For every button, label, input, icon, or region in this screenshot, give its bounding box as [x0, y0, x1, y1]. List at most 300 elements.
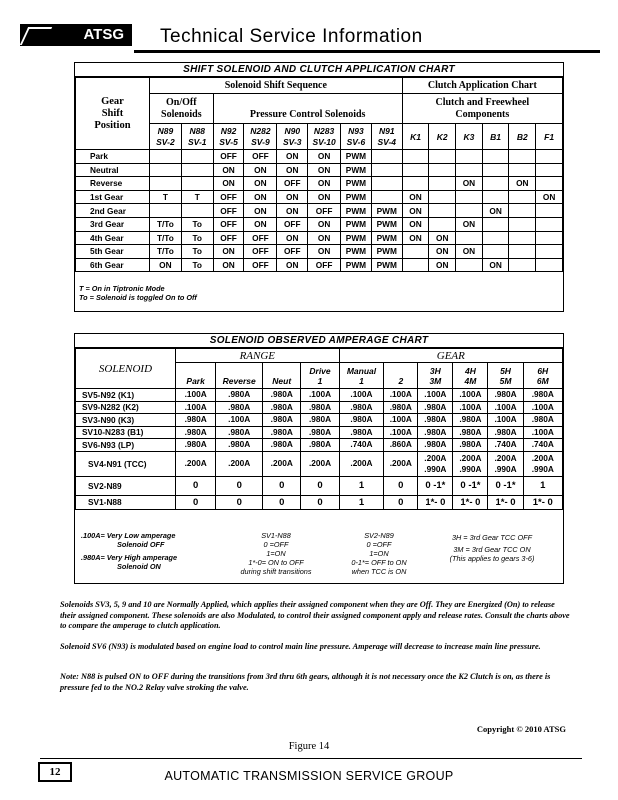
- amp-value-cell: .980A: [453, 414, 488, 427]
- shift-cell: [509, 217, 536, 231]
- gear-label-cell: Reverse: [76, 177, 150, 191]
- amp-value-cell: 1*- 0: [488, 495, 523, 509]
- sol-col-line: SV-6: [346, 136, 366, 147]
- shift-table-row: [76, 217, 563, 231]
- amp-solenoid-cell: SV2-N89: [76, 476, 176, 495]
- sol-col-line: SV-2: [156, 136, 175, 147]
- amp-value-cell: .200A: [263, 451, 301, 476]
- sol-col-header: [371, 124, 402, 150]
- amp-value-cell: 0: [175, 495, 215, 509]
- shift-cell: [181, 177, 213, 191]
- copyright: Copyright © 2010 ATSG: [476, 724, 566, 734]
- shift-cell: [402, 163, 429, 177]
- shift-cell: [509, 190, 536, 204]
- shift-cell: [509, 231, 536, 245]
- amp-table-row: [76, 414, 563, 427]
- amp-value-cell: .100A: [175, 401, 215, 414]
- shift-cell: OFF: [277, 177, 308, 191]
- shift-cell: ON: [244, 190, 277, 204]
- shift-cell: ON: [244, 217, 277, 231]
- amp-table-row: [76, 476, 563, 495]
- solenoid-shift-sequence-header: Solenoid Shift Sequence: [149, 78, 402, 94]
- amp-col-line: 1: [359, 375, 364, 386]
- amp-value-cell: 0: [216, 495, 263, 509]
- shift-cell: [536, 204, 563, 218]
- shift-cell: ON: [456, 217, 483, 231]
- amp-col-line: Park: [186, 376, 205, 386]
- shift-cell: PWM: [371, 231, 402, 245]
- shift-cell: [536, 231, 563, 245]
- shift-cell: [456, 150, 483, 164]
- sol-col-header: [213, 124, 244, 150]
- amp-col-line: 1: [317, 375, 323, 386]
- header-rule: [134, 50, 600, 53]
- legend-sv2-off: 0 =OFF: [366, 540, 392, 549]
- sol-col-line: N283: [313, 125, 335, 136]
- clutch-freewheel-header: [402, 94, 562, 124]
- range-header: RANGE: [175, 349, 339, 363]
- shift-cell: ON: [308, 190, 341, 204]
- amp-col-header: [453, 363, 488, 389]
- shift-cell: [536, 163, 563, 177]
- amp-value-cell: .980A: [175, 439, 215, 452]
- amp-value-cell: 1: [339, 495, 384, 509]
- shift-cell: [456, 190, 483, 204]
- amperage-chart: [74, 333, 564, 584]
- amp-value-cell: .100A: [384, 389, 418, 402]
- shift-cell: [371, 190, 402, 204]
- shift-cell: ON: [277, 190, 308, 204]
- amp-value-cell: .740A: [339, 439, 384, 452]
- paragraph-sv6: Solenoid SV6 (N93) is modulated based on engine load to control main line pressure. Amperage will decrease to increase main line pressure.: [60, 642, 541, 651]
- amp-value-cell: 0: [384, 495, 418, 509]
- amp-col-line: 3M: [429, 375, 442, 386]
- amp-value-cell: .980A: [301, 426, 339, 439]
- amp-value-cell: .200A: [175, 451, 215, 476]
- shift-cell: [181, 204, 213, 218]
- sol-col-line: N90: [284, 125, 301, 136]
- amp-value-cell: 0 -1*: [453, 476, 488, 495]
- shift-cell: PWM: [341, 258, 372, 272]
- amp-value-cell: .980A: [384, 401, 418, 414]
- shift-cell: PWM: [371, 204, 402, 218]
- shift-cell: [482, 190, 509, 204]
- sol-col-line: SV-5: [219, 136, 238, 147]
- clutch-col-header: B1: [482, 124, 509, 150]
- sol-col-line: SV-1: [187, 136, 207, 147]
- shift-cell: ON: [456, 177, 483, 191]
- shift-cell: ON: [482, 204, 509, 218]
- shift-cell: ON: [402, 231, 429, 245]
- shift-cell: ON: [308, 231, 341, 245]
- shift-cell: OFF: [277, 217, 308, 231]
- shift-cell: ON: [213, 177, 244, 191]
- shift-cell: [402, 150, 429, 164]
- shift-cell: ON: [308, 245, 341, 259]
- shift-cell: PWM: [341, 217, 372, 231]
- clutch-col-header: K3: [456, 124, 483, 150]
- shift-cell: ON: [277, 163, 308, 177]
- amp-col-header: [418, 363, 453, 389]
- amp-value-cell: .200A: [301, 451, 339, 476]
- amp-value-cell: .860A: [384, 439, 418, 452]
- amp-value-cell: .200A .990A: [523, 451, 562, 476]
- shift-cell: [456, 258, 483, 272]
- shift-cell: ON: [308, 163, 341, 177]
- shift-cell: [509, 204, 536, 218]
- legend-sv1-on: 1=ON: [266, 549, 286, 558]
- legend-high-sub: Solenoid ON: [117, 562, 161, 571]
- shift-cell: ON: [509, 177, 536, 191]
- pressure-control-header: Pressure Control Solenoids: [213, 94, 402, 124]
- sol-col-header: [149, 124, 181, 150]
- amp-value-cell: .980A: [453, 439, 488, 452]
- clutch-col-header: B2: [509, 124, 536, 150]
- gear-label-cell: 6th Gear: [76, 258, 150, 272]
- amp-value-cell: .980A: [418, 401, 453, 414]
- shift-cell: [402, 258, 429, 272]
- amp-value-cell: .200A: [216, 451, 263, 476]
- amp-value-cell: 1: [339, 476, 384, 495]
- clutch-line-1: Clutch and Freewheel: [435, 96, 530, 108]
- shift-cell: To: [181, 217, 213, 231]
- paragraph-n88-note: Note: N88 is pulsed ON to OFF during the transitions from 3rd thru 6th gears, although it is not necessary once the K2 Clutch is on, as there is pressure fed to the NO.2 Relay valve stroking the valve.: [60, 672, 551, 692]
- shift-cell: ON: [149, 258, 181, 272]
- shift-cell: [429, 217, 456, 231]
- shift-cell: ON: [429, 245, 456, 259]
- sol-col-line: N92: [220, 125, 237, 136]
- amp-value-cell: .200A .990A: [488, 451, 523, 476]
- amp-value-cell: .100A: [488, 414, 523, 427]
- page-number: 12: [38, 762, 72, 782]
- shift-cell: ON: [308, 150, 341, 164]
- legend-sv1-off: 0 =OFF: [263, 540, 289, 549]
- amp-value-cell: 1: [523, 476, 562, 495]
- shift-cell: [181, 163, 213, 177]
- amp-table-row: [76, 451, 563, 476]
- amp-value-cell: .100A: [418, 389, 453, 402]
- amp-value-cell: .980A: [175, 414, 215, 427]
- legend-3m: 3M = 3rd Gear TCC ON: [453, 545, 531, 554]
- amp-value-cell: .980A: [175, 426, 215, 439]
- shift-cell: ON: [277, 204, 308, 218]
- amp-col-header: [488, 363, 523, 389]
- amp-legend-sv2: [329, 531, 429, 576]
- shift-cell: OFF: [213, 190, 244, 204]
- gear-label-cell: 2nd Gear: [76, 204, 150, 218]
- shift-cell: ON: [244, 177, 277, 191]
- amp-col-header: [175, 363, 215, 389]
- amp-col-line: Manual: [346, 365, 377, 376]
- amp-col-line: Neut: [272, 376, 292, 386]
- shift-cell: ON: [402, 190, 429, 204]
- shift-cell: To: [181, 231, 213, 245]
- amp-value-cell: .980A: [263, 426, 301, 439]
- shift-cell: OFF: [213, 150, 244, 164]
- amp-col-header: [216, 363, 263, 389]
- logo-text: ATSG: [83, 26, 124, 43]
- amp-value-cell: .980A: [418, 414, 453, 427]
- shift-cell: [482, 163, 509, 177]
- atsg-logo: [20, 24, 132, 46]
- legend-sv2-trans: 0-1*= OFF to ON: [351, 558, 407, 567]
- solenoid-header: SOLENOID: [76, 349, 176, 389]
- amp-value-cell: .200A: [339, 451, 384, 476]
- shift-table-row: [76, 204, 563, 218]
- amp-col-line: 6M: [536, 375, 549, 386]
- sol-col-line: N88: [189, 125, 206, 136]
- amp-solenoid-cell: SV9-N282 (K2): [76, 401, 176, 414]
- shift-cell: [509, 258, 536, 272]
- amp-value-cell: 0 -1*: [488, 476, 523, 495]
- amp-chart-table: [75, 348, 563, 510]
- shift-cell: [149, 150, 181, 164]
- shift-cell: T: [149, 190, 181, 204]
- amp-table-row: [76, 439, 563, 452]
- footer-rule: [40, 758, 582, 759]
- shift-cell: PWM: [341, 204, 372, 218]
- gear-label-cell: Neutral: [76, 163, 150, 177]
- amp-solenoid-cell: SV5-N92 (K1): [76, 389, 176, 402]
- amp-value-cell: 0: [175, 476, 215, 495]
- amp-value-cell: .200A: [384, 451, 418, 476]
- amp-col-line: 4M: [464, 375, 477, 386]
- sol-col-line: N91: [378, 125, 395, 136]
- gear-label-cell: 1st Gear: [76, 190, 150, 204]
- shift-cell: ON: [213, 245, 244, 259]
- amp-value-cell: .100A: [301, 389, 339, 402]
- sol-col-header: [341, 124, 372, 150]
- shift-cell: PWM: [341, 150, 372, 164]
- shift-cell: [482, 177, 509, 191]
- amp-col-header: [339, 363, 384, 389]
- amp-value-cell: .980A: [488, 389, 523, 402]
- onoff-solenoids-header: [149, 94, 213, 124]
- note-to: To = Solenoid is toggled On to Off: [79, 293, 197, 302]
- logo-swoosh-icon: [20, 27, 52, 45]
- shift-cell: OFF: [213, 204, 244, 218]
- legend-low-sub: Solenoid OFF: [117, 540, 165, 549]
- page-header: [20, 10, 600, 52]
- shift-cell: PWM: [371, 217, 402, 231]
- amp-value-cell: .100A: [175, 389, 215, 402]
- amp-col-header: [384, 363, 418, 389]
- shift-cell: T/To: [149, 231, 181, 245]
- shift-cell: [371, 163, 402, 177]
- amp-solenoid-cell: SV1-N88: [76, 495, 176, 509]
- shift-cell: OFF: [213, 231, 244, 245]
- amp-value-cell: .100A: [384, 426, 418, 439]
- amp-value-cell: .100A: [216, 414, 263, 427]
- shift-cell: ON: [277, 231, 308, 245]
- shift-cell: [429, 150, 456, 164]
- shift-cell: [456, 163, 483, 177]
- amp-col-line: Reverse: [222, 376, 256, 386]
- shift-cell: [429, 204, 456, 218]
- legend-sv1-title: SV1-N88: [261, 531, 291, 540]
- shift-cell: To: [181, 245, 213, 259]
- shift-cell: ON: [429, 231, 456, 245]
- amp-value-cell: .980A: [263, 389, 301, 402]
- amp-table-row: [76, 401, 563, 414]
- amp-value-cell: .980A: [216, 426, 263, 439]
- shift-cell: [402, 177, 429, 191]
- amp-value-cell: 0 -1*: [418, 476, 453, 495]
- shift-cell: OFF: [308, 204, 341, 218]
- sol-col-line: SV-3: [282, 136, 302, 147]
- paragraph-normally-applied: Solenoids SV3, 5, 9 and 10 are Normally Applied, which applies their assigned component when they are Off. They are Energized (On) to release their assigned component. These solenoids are also Modulated, to control their assigned component apply and release rates. Consult the charts above to compare the amperage to clutch application.: [60, 600, 570, 630]
- amp-value-cell: .740A: [523, 439, 562, 452]
- amp-value-cell: .980A: [301, 439, 339, 452]
- sol-col-line: N93: [348, 125, 364, 136]
- gsp-line-3: Position: [94, 119, 131, 131]
- onoff-line-1: On/Off: [166, 96, 197, 108]
- amp-value-cell: .100A: [523, 401, 562, 414]
- shift-chart-title: SHIFT SOLENOID AND CLUTCH APPLICATION CHART: [75, 63, 563, 77]
- amp-col-header: [263, 363, 301, 389]
- shift-cell: ON: [429, 258, 456, 272]
- amp-value-cell: .980A: [301, 414, 339, 427]
- shift-cell: [536, 177, 563, 191]
- amp-value-cell: .980A: [263, 401, 301, 414]
- shift-cell: ON: [402, 217, 429, 231]
- shift-cell: To: [181, 258, 213, 272]
- amp-solenoid-cell: SV6-N93 (LP): [76, 439, 176, 452]
- gear-label-cell: 3rd Gear: [76, 217, 150, 231]
- shift-cell: [371, 150, 402, 164]
- shift-table-row: [76, 245, 563, 259]
- shift-cell: [149, 177, 181, 191]
- amp-value-cell: .980A: [418, 439, 453, 452]
- shift-cell: PWM: [341, 231, 372, 245]
- amp-value-cell: .100A: [384, 414, 418, 427]
- amp-value-cell: .980A: [339, 414, 384, 427]
- clutch-line-2: Components: [455, 108, 510, 120]
- amp-col-line: 3H: [429, 365, 441, 376]
- gear-label-cell: Park: [76, 150, 150, 164]
- shift-cell: ON: [213, 258, 244, 272]
- shift-cell: [509, 150, 536, 164]
- shift-cell: OFF: [244, 231, 277, 245]
- shift-table-row: [76, 190, 563, 204]
- shift-cell: [402, 245, 429, 259]
- legend-applies: (This applies to gears 3-6): [449, 554, 535, 563]
- shift-table-row: [76, 163, 563, 177]
- legend-sv2-title: SV2-N89: [364, 531, 394, 540]
- shift-cell: [509, 245, 536, 259]
- amp-col-line: Drive: [309, 365, 331, 376]
- note-t: T = On in Tiptronic Mode: [79, 284, 165, 293]
- shift-cell: PWM: [371, 258, 402, 272]
- sol-col-line: SV-10: [312, 136, 336, 147]
- shift-cell: [482, 217, 509, 231]
- amp-value-cell: .980A: [339, 426, 384, 439]
- shift-chart-table: [75, 77, 563, 272]
- shift-cell: [536, 245, 563, 259]
- gsp-line-1: Gear: [101, 95, 124, 107]
- amp-value-cell: .980A: [263, 439, 301, 452]
- amp-legend-amperage: [81, 531, 231, 571]
- amp-value-cell: .980A: [418, 426, 453, 439]
- shift-cell: PWM: [341, 177, 372, 191]
- amp-col-line: 5H: [500, 365, 511, 376]
- amp-value-cell: .100A: [488, 401, 523, 414]
- header-title: Technical Service Information: [160, 26, 423, 47]
- sol-col-line: SV-9: [251, 136, 270, 147]
- amp-value-cell: .980A: [263, 414, 301, 427]
- shift-cell: ON: [277, 258, 308, 272]
- shift-table-row: [76, 231, 563, 245]
- gear-label-cell: 5th Gear: [76, 245, 150, 259]
- shift-cell: [536, 217, 563, 231]
- legend-high: .980A= Very High amperage: [81, 553, 178, 562]
- shift-cell: [429, 177, 456, 191]
- amp-table-row: [76, 426, 563, 439]
- shift-cell: OFF: [244, 258, 277, 272]
- clutch-application-header: Clutch Application Chart: [402, 78, 562, 94]
- figure-caption: Figure 14: [288, 741, 330, 752]
- shift-cell: PWM: [341, 190, 372, 204]
- shift-table-row: [76, 150, 563, 164]
- shift-table-row: [76, 258, 563, 272]
- amp-value-cell: .200A .990A: [418, 451, 453, 476]
- shift-cell: [482, 231, 509, 245]
- amp-value-cell: .980A: [301, 401, 339, 414]
- shift-cell: [456, 204, 483, 218]
- amp-legend-sv1: [221, 531, 331, 576]
- shift-cell: [482, 245, 509, 259]
- shift-cell: [536, 258, 563, 272]
- amp-value-cell: .980A: [523, 414, 562, 427]
- legend-3h: 3H = 3rd Gear TCC OFF: [451, 533, 533, 542]
- amp-value-cell: 0: [384, 476, 418, 495]
- gear-header: GEAR: [339, 349, 562, 363]
- amp-value-cell: 1*- 0: [453, 495, 488, 509]
- legend-sv1-trans: 1*-0= ON to OFF: [248, 558, 304, 567]
- shift-cell: PWM: [341, 245, 372, 259]
- amp-value-cell: .980A: [216, 439, 263, 452]
- amp-col-header: [523, 363, 562, 389]
- shift-cell: OFF: [244, 150, 277, 164]
- shift-cell: ON: [482, 258, 509, 272]
- amp-col-line: 2: [398, 376, 404, 386]
- sol-col-line: N89: [157, 125, 174, 136]
- clutch-col-header: K1: [402, 124, 429, 150]
- amp-value-cell: .980A: [453, 426, 488, 439]
- amp-value-cell: .980A: [339, 401, 384, 414]
- amp-solenoid-cell: SV10-N283 (B1): [76, 426, 176, 439]
- amp-col-header: [301, 363, 339, 389]
- shift-cell: [456, 231, 483, 245]
- legend-sv1-desc: during shift transitions: [240, 567, 312, 576]
- shift-cell: T: [181, 190, 213, 204]
- shift-cell: ON: [536, 190, 563, 204]
- shift-cell: [536, 150, 563, 164]
- legend-sv2-on: 1=ON: [369, 549, 389, 558]
- shift-cell: ON: [244, 163, 277, 177]
- sol-col-header: [308, 124, 341, 150]
- shift-cell: ON: [213, 163, 244, 177]
- amp-legend-gears: [425, 533, 559, 563]
- shift-cell: ON: [277, 150, 308, 164]
- shift-cell: ON: [308, 217, 341, 231]
- shift-cell: OFF: [308, 258, 341, 272]
- legend-sv2-desc: when TCC is ON: [351, 567, 407, 576]
- shift-cell: OFF: [213, 217, 244, 231]
- shift-cell: PWM: [341, 163, 372, 177]
- amp-value-cell: .200A .990A: [453, 451, 488, 476]
- amp-chart-title: SOLENOID OBSERVED AMPERAGE CHART: [75, 334, 563, 348]
